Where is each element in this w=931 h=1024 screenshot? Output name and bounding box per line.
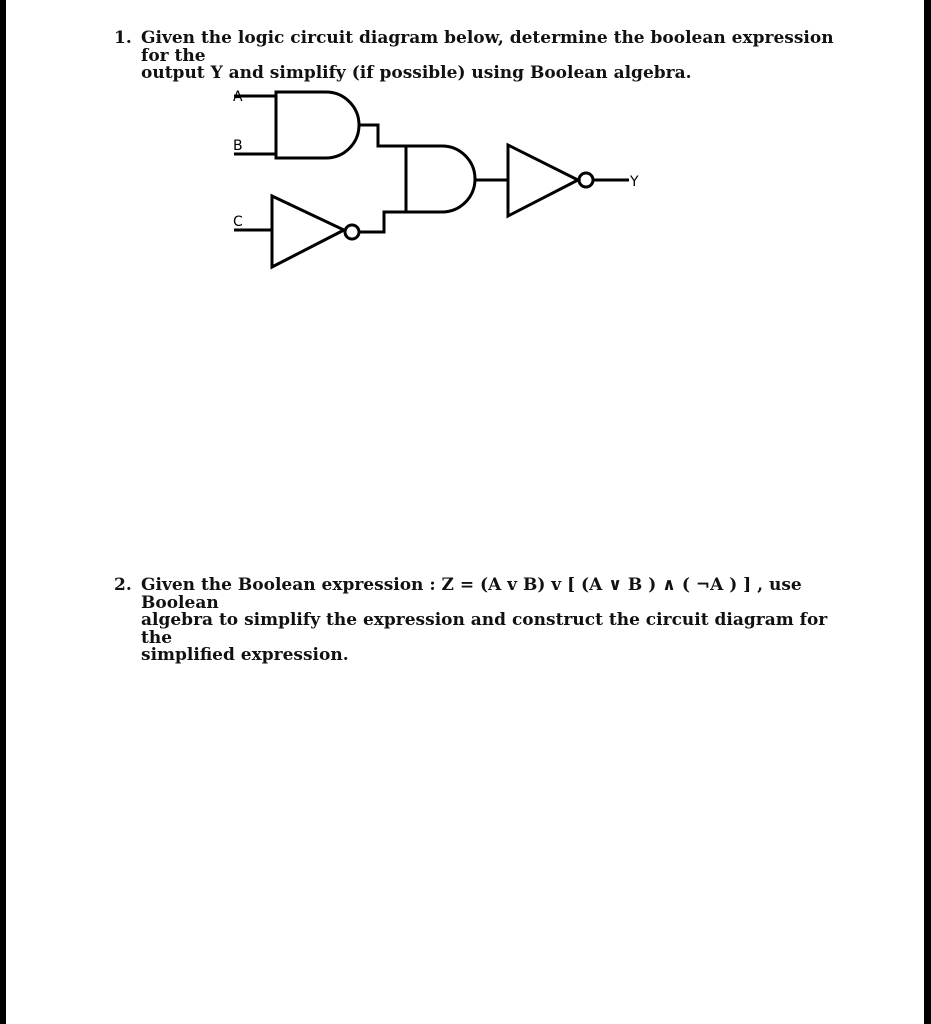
worksheet-page [6, 0, 924, 1024]
question-2-line-2: algebra to simplify the expression and construct the circuit diagram for the [141, 610, 828, 648]
wire-and1-to-and2 [359, 125, 406, 146]
wire-not1-to-and2 [359, 212, 406, 232]
logic-circuit-diagram [206, 80, 666, 280]
question-1-line-2: output Y and simplify (if possible) using Boolean algebra. [141, 63, 692, 83]
not-gate-2 [508, 145, 578, 216]
question-2 [114, 577, 834, 665]
and-gate-1 [276, 92, 359, 158]
question-1-number: 1. [114, 28, 132, 48]
question-2-number: 2. [114, 575, 132, 595]
label-y: Y [630, 174, 639, 190]
question-2-line-1: Given the Boolean expression : Z = (A v B) v [ (A ∨ B ) ∧ ( ¬A ) ] , use Boolean [141, 575, 802, 613]
not-gate-1 [272, 196, 344, 267]
question-2-line-3: simplified expression. [141, 645, 349, 665]
and-gate-2 [406, 146, 475, 212]
label-c: C [233, 214, 243, 230]
question-1-line-1: Given the logic circuit diagram below, determine the boolean expression for the [141, 28, 834, 66]
question-1 [114, 30, 854, 83]
not-gate-1-bubble [345, 225, 359, 239]
label-a: A [233, 89, 243, 105]
label-b: B [233, 138, 243, 154]
